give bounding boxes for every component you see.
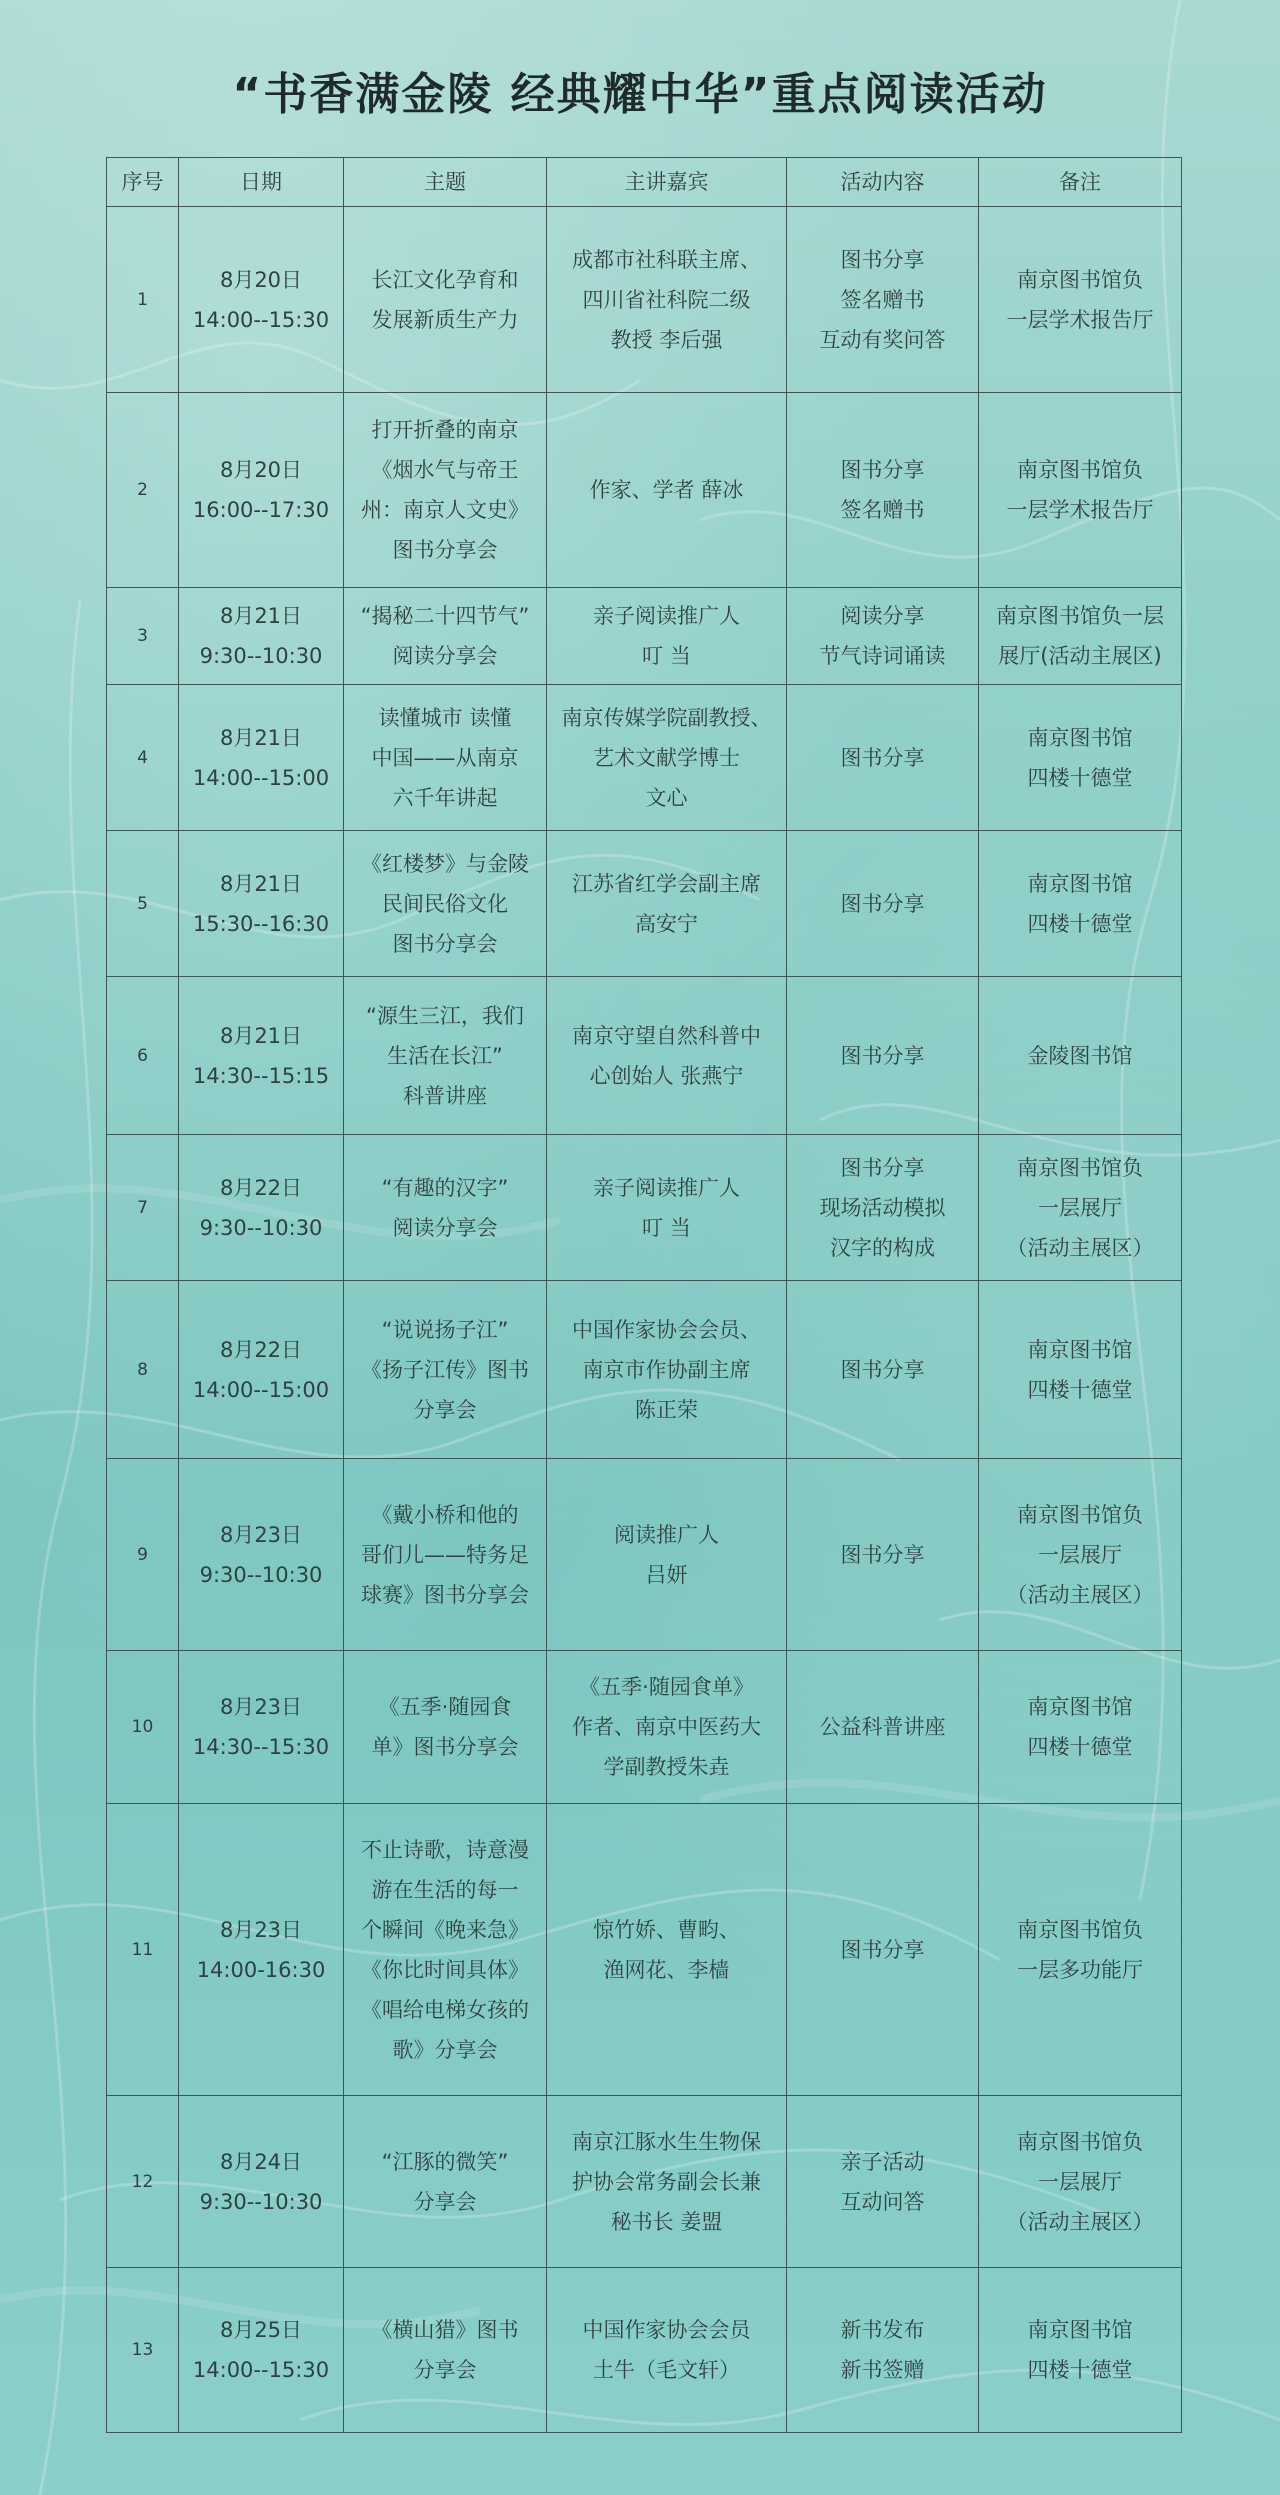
cell-content: 图书分享 [787,1459,979,1651]
cell-topic: “江豚的微笑” 分享会 [344,2096,547,2268]
cell-date: 8月22日 14:00--15:00 [179,1281,344,1459]
table-row [107,393,1182,588]
table-body [107,207,1182,2433]
cell-content: 图书分享 [787,831,979,977]
cell-date: 8月23日 14:00-16:30 [179,1804,344,2096]
cell-date: 8月25日 14:00--15:30 [179,2268,344,2433]
cell-note: 南京图书馆负一层 展厅(活动主展区) [979,588,1182,685]
cell-date: 8月21日 14:00--15:00 [179,685,344,831]
cell-guest: 南京传媒学院副教授、 艺术文献学博士 文心 [547,685,787,831]
cell-no: 4 [107,685,179,831]
cell-topic: “说说扬子江” 《扬子江传》图书 分享会 [344,1281,547,1459]
cell-no: 13 [107,2268,179,2433]
cell-guest: 成都市社科联主席、 四川省社科院二级 教授 李后强 [547,207,787,393]
cell-topic: 《五季·随园食 单》图书分享会 [344,1651,547,1804]
cell-no: 10 [107,1651,179,1804]
table-row [107,207,1182,393]
cell-note: 南京图书馆负 一层多功能厅 [979,1804,1182,2096]
cell-topic: “有趣的汉字” 阅读分享会 [344,1135,547,1281]
table-row [107,2096,1182,2268]
cell-guest: 中国作家协会会员 土牛（毛文轩） [547,2268,787,2433]
cell-date: 8月23日 14:30--15:30 [179,1651,344,1804]
table-row [107,588,1182,685]
activity-table [106,157,1182,2433]
cell-guest: 江苏省红学会副主席 高安宁 [547,831,787,977]
cell-note: 南京图书馆负 一层展厅 （活动主展区） [979,2096,1182,2268]
cell-no: 7 [107,1135,179,1281]
cell-date: 8月20日 14:00--15:30 [179,207,344,393]
header-content: 活动内容 [787,158,979,207]
cell-content: 图书分享 现场活动模拟 汉字的构成 [787,1135,979,1281]
cell-note: 南京图书馆负 一层学术报告厅 [979,207,1182,393]
cell-date: 8月22日 9:30--10:30 [179,1135,344,1281]
cell-guest: 阅读推广人 吕妍 [547,1459,787,1651]
header-guest: 主讲嘉宾 [547,158,787,207]
table-row [107,1281,1182,1459]
cell-content: 亲子活动 互动问答 [787,2096,979,2268]
table-row [107,1804,1182,2096]
cell-content: 新书发布 新书签赠 [787,2268,979,2433]
cell-date: 8月24日 9:30--10:30 [179,2096,344,2268]
header-note: 备注 [979,158,1182,207]
cell-note: 南京图书馆 四楼十德堂 [979,2268,1182,2433]
cell-topic: 打开折叠的南京 《烟水气与帝王 州：南京人文史》 图书分享会 [344,393,547,588]
cell-topic: “源生三江，我们 生活在长江” 科普讲座 [344,977,547,1135]
cell-note: 南京图书馆 四楼十德堂 [979,685,1182,831]
cell-topic: 《戴小桥和他的 哥们儿——特务足 球赛》图书分享会 [344,1459,547,1651]
cell-no: 8 [107,1281,179,1459]
cell-no: 9 [107,1459,179,1651]
cell-guest: 作家、学者 薛冰 [547,393,787,588]
table-row [107,1651,1182,1804]
table-row [107,685,1182,831]
cell-content: 阅读分享 节气诗词诵读 [787,588,979,685]
cell-date: 8月21日 14:30--15:15 [179,977,344,1135]
cell-date: 8月23日 9:30--10:30 [179,1459,344,1651]
page-title: “书香满金陵 经典耀中华”重点阅读活动 [232,69,1048,120]
header-topic: 主题 [344,158,547,207]
cell-no: 5 [107,831,179,977]
cell-guest: 中国作家协会会员、 南京市作协副主席 陈正荣 [547,1281,787,1459]
cell-note: 南京图书馆 四楼十德堂 [979,831,1182,977]
cell-no: 1 [107,207,179,393]
cell-guest: 惊竹娇、曹畇、 渔网花、李樯 [547,1804,787,2096]
cell-topic: 读懂城市 读懂 中国——从南京 六千年讲起 [344,685,547,831]
header-date: 日期 [179,158,344,207]
cell-note: 南京图书馆 四楼十德堂 [979,1281,1182,1459]
cell-date: 8月21日 9:30--10:30 [179,588,344,685]
table-row [107,2268,1182,2433]
cell-no: 11 [107,1804,179,2096]
cell-content: 图书分享 [787,1804,979,2096]
cell-topic: 《红楼梦》与金陵 民间民俗文化 图书分享会 [344,831,547,977]
cell-note: 南京图书馆 四楼十德堂 [979,1651,1182,1804]
cell-topic: 长江文化孕育和 发展新质生产力 [344,207,547,393]
cell-note: 南京图书馆负 一层展厅 （活动主展区） [979,1135,1182,1281]
cell-content: 图书分享 签名赠书 [787,393,979,588]
table-row [107,1135,1182,1281]
cell-no: 3 [107,588,179,685]
table-row [107,977,1182,1135]
cell-date: 8月21日 15:30--16:30 [179,831,344,977]
table-row [107,831,1182,977]
cell-content: 图书分享 [787,1281,979,1459]
cell-guest: 亲子阅读推广人 叮 当 [547,588,787,685]
cell-no: 2 [107,393,179,588]
cell-content: 图书分享 [787,977,979,1135]
cell-guest: 《五季·随园食单》 作者、南京中医药大 学副教授朱垚 [547,1651,787,1804]
cell-guest: 南京守望自然科普中 心创始人 张燕宁 [547,977,787,1135]
header-no: 序号 [107,158,179,207]
cell-note: 南京图书馆负 一层学术报告厅 [979,393,1182,588]
cell-date: 8月20日 16:00--17:30 [179,393,344,588]
cell-content: 图书分享 [787,685,979,831]
cell-no: 12 [107,2096,179,2268]
cell-guest: 亲子阅读推广人 叮 当 [547,1135,787,1281]
cell-no: 6 [107,977,179,1135]
cell-topic: 《横山猎》图书 分享会 [344,2268,547,2433]
cell-note: 金陵图书馆 [979,977,1182,1135]
cell-topic: “揭秘二十四节气” 阅读分享会 [344,588,547,685]
cell-content: 公益科普讲座 [787,1651,979,1804]
cell-content: 图书分享 签名赠书 互动有奖问答 [787,207,979,393]
table-row [107,1459,1182,1651]
cell-note: 南京图书馆负 一层展厅 （活动主展区） [979,1459,1182,1651]
cell-guest: 南京江豚水生生物保 护协会常务副会长兼 秘书长 姜盟 [547,2096,787,2268]
table-header-row [107,158,1182,207]
cell-topic: 不止诗歌，诗意漫 游在生活的每一 个瞬间《晚来急》 《你比时间具体》 《唱给电梯女孩的 歌》分享会 [344,1804,547,2096]
